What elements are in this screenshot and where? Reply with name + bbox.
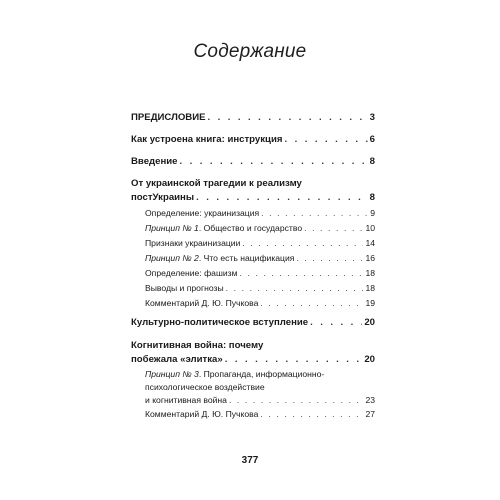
toc-entry-commentary-1[interactable] bbox=[145, 296, 375, 311]
toc-entry-ukrainian-tragedy[interactable] bbox=[131, 177, 375, 205]
dot-leader bbox=[229, 394, 363, 407]
toc-page-number: 23 bbox=[365, 395, 375, 405]
toc-page-number: 19 bbox=[365, 298, 375, 308]
toc-entry-title: Определение: фашизм bbox=[145, 268, 238, 278]
dot-leader bbox=[196, 191, 368, 205]
toc-entry-title-line: психологическое воздействие bbox=[145, 382, 265, 392]
dot-leader bbox=[260, 407, 363, 422]
toc-entry-fascism-definition[interactable] bbox=[145, 266, 375, 281]
dot-leader bbox=[240, 266, 364, 281]
toc-page-number: 14 bbox=[365, 238, 375, 248]
toc-page-number: 20 bbox=[364, 354, 375, 365]
toc-entry-introduction[interactable] bbox=[131, 155, 375, 169]
dot-leader bbox=[296, 251, 363, 266]
toc-entry-preface[interactable] bbox=[131, 111, 375, 125]
toc-entry-principle-3[interactable] bbox=[145, 368, 375, 407]
principle-label: Принцип № 2 bbox=[145, 253, 199, 263]
dot-leader bbox=[284, 133, 367, 147]
toc-entry-title bbox=[145, 221, 302, 236]
toc-entry-book-structure[interactable] bbox=[131, 133, 375, 147]
dot-leader bbox=[180, 155, 368, 169]
toc-entry-title: Комментарий Д. Ю. Пучкова bbox=[145, 409, 259, 419]
toc-page-number: 8 bbox=[369, 192, 375, 203]
dot-leader bbox=[226, 281, 364, 296]
toc-page-number: 27 bbox=[365, 409, 375, 419]
toc-entry-principle-2[interactable] bbox=[145, 251, 375, 266]
dot-leader bbox=[208, 111, 368, 125]
dot-leader bbox=[261, 206, 368, 221]
toc-entry-ukrainization-signs[interactable] bbox=[145, 236, 375, 251]
toc-entry-principle-1[interactable] bbox=[145, 221, 375, 236]
toc-entry-title bbox=[145, 251, 294, 266]
table-of-contents bbox=[131, 111, 375, 422]
toc-entry-title: Комментарий Д. Ю. Пучкова bbox=[145, 298, 259, 308]
principle-label: Принцип № 1 bbox=[145, 223, 199, 233]
toc-entry-commentary-2[interactable] bbox=[145, 407, 375, 422]
toc-entry-conclusions[interactable] bbox=[145, 281, 375, 296]
dot-leader bbox=[310, 316, 362, 330]
dot-leader bbox=[225, 353, 363, 367]
toc-page-number: 18 bbox=[365, 268, 375, 278]
dot-leader bbox=[260, 296, 363, 311]
dot-leader bbox=[304, 221, 363, 236]
toc-entry-title: Выводы и прогнозы bbox=[145, 283, 224, 293]
toc-entry-title: Признаки украинизации bbox=[145, 238, 241, 248]
toc-entry-title: Культурно-политическое вступление bbox=[131, 317, 309, 328]
toc-entry-title: Определение: украинизация bbox=[145, 208, 260, 218]
toc-page-number: 18 bbox=[365, 283, 375, 293]
dot-leader bbox=[242, 236, 363, 251]
principle-text: . Что есть нацификация bbox=[198, 253, 295, 263]
toc-page-number: 9 bbox=[370, 208, 375, 218]
toc-entry-title: постУкраины bbox=[131, 192, 195, 203]
page-number: 377 bbox=[241, 455, 259, 466]
toc-page-number: 8 bbox=[369, 156, 375, 167]
principle-text: . Общество и государство bbox=[198, 223, 303, 233]
toc-entry-title-line: Когнитивная война: почему bbox=[131, 340, 264, 351]
toc-page-number: 16 bbox=[365, 253, 375, 263]
toc-entry-cognitive-war[interactable] bbox=[131, 339, 375, 367]
toc-page-number: 6 bbox=[369, 134, 375, 145]
page-title: Содержание bbox=[193, 41, 307, 62]
toc-entry-title: ПРЕДИСЛОВИЕ bbox=[131, 112, 206, 123]
toc-entry-title-line: От украинской трагедии к реализму bbox=[131, 178, 302, 189]
toc-entry-ukrainization-definition[interactable] bbox=[145, 206, 375, 221]
toc-entry-title: и когнитивная война bbox=[145, 395, 227, 405]
toc-entry-title: побежала «элитка» bbox=[131, 354, 223, 365]
toc-page-number: 20 bbox=[364, 317, 375, 328]
toc-entry-title: Как устроена книга: инструкция bbox=[131, 134, 283, 145]
toc-page-number: 10 bbox=[365, 223, 375, 233]
toc-page-number: 3 bbox=[369, 112, 375, 123]
principle-label: Принцип № 3 bbox=[145, 369, 199, 379]
principle-text: . Пропаганда, информационно- bbox=[198, 369, 325, 379]
toc-entry-title: Введение bbox=[131, 156, 178, 167]
toc-entry-cultural-political[interactable] bbox=[131, 316, 375, 330]
toc-entry-title-line bbox=[145, 368, 375, 381]
